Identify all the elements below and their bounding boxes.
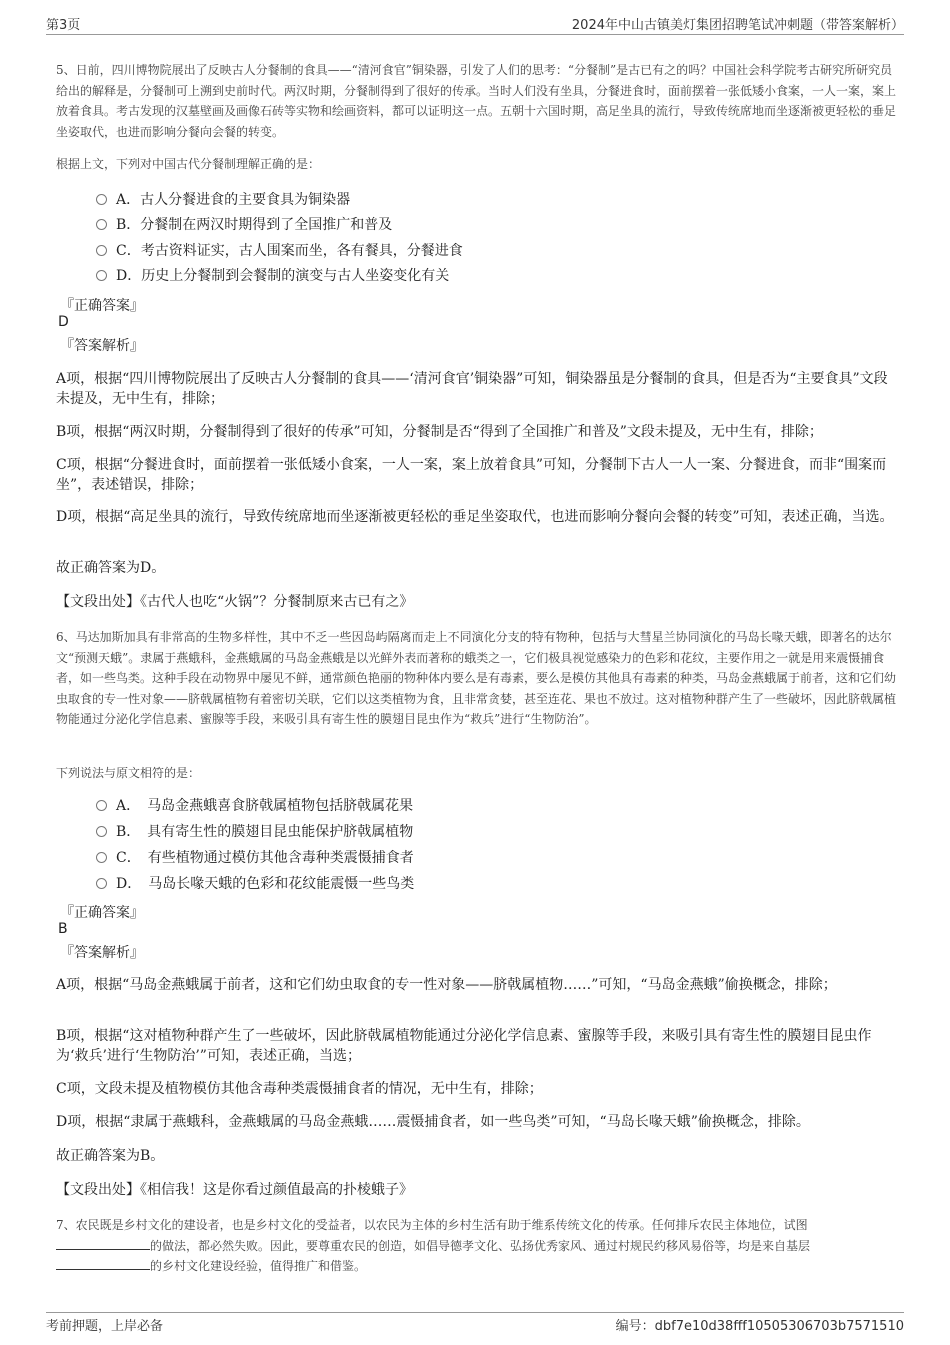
- q6-analysis-b: B项，根据“这对植物种群产生了一些破坏，因此脐戟属植物能通过分泌化学信息素、蜜腺等手段，来吸引具有寄生性的膜翅目昆虫作为‘救兵’进行‘生物防治’”可知，表述正确，当选；: [56, 1028, 872, 1064]
- fill-blank-2[interactable]: [56, 1257, 150, 1270]
- question-6-text: 6、马达加斯加具有非常高的生物多样性，其中不乏一些因岛屿隔离而走上不同演化分支的特有物种，包括与大彗星兰协同演化的马岛长喙天蛾，即著名的达尔文“预测天蛾”。隶属于燕蛾科，金燕蛾属的马岛金燕蛾是以光鲜外表而著称的蛾类之一，它们极具视觉感染力的色彩和花纹，主要作用之一就是用来震慑捕食者，如一些鸟类。这种手段在动物界中屡见不鲜，通常颜色艳丽的物种体内要么是有毒素，要么是模仿其他具有毒素的种类，马岛金燕蛾属于前者，这和它们幼虫取食的专一性对象——脐戟属植物有着密切关联，它们以这类植物为食，且非常贪婪，甚至连花、果也不放过。这对植物种群产生了一些破坏，因此脐戟属植物能通过分泌化学信息素、蜜腺等手段，来吸引具有寄生性的膜翅目昆虫作为“救兵”进行“生物防治”。: [56, 630, 897, 726]
- document-code: 编号：dbf7e10d38fff10505306703b7571510: [615, 1319, 904, 1334]
- page-header: [46, 14, 904, 35]
- q6-conclusion: 故正确答案为B。: [56, 1148, 165, 1164]
- radio-icon[interactable]: [96, 852, 107, 863]
- q5-option-a-text: A．古人分餐进食的主要食具为铜染器: [116, 192, 351, 208]
- q5-option-c-text: C．考古资料证实，古人围案而坐，各有餐具，分餐进食: [116, 243, 463, 259]
- q6-analysis-c: C项，文段未提及植物模仿其他含毒种类震慑捕食者的情况，无中生有，排除；: [56, 1081, 543, 1097]
- q6-analysis-label: 『答案解析』: [60, 945, 144, 961]
- radio-icon[interactable]: [96, 826, 107, 837]
- q5-option-d[interactable]: [96, 266, 449, 286]
- q7-text-part3: 的乡村文化建设经验，值得推广和借鉴。: [150, 1259, 367, 1273]
- q5-analysis-d: D项，根据“高足坐具的流行，导致传统席地而坐逐渐被更轻松的垂足坐姿取代，也进而影响分餐向会餐的转变”可知，表述正确，当选。: [56, 509, 894, 525]
- q5-source: 【文段出处】《古代人也吃“火锅”？分餐制原来古已有之》: [56, 594, 414, 610]
- q6-analysis-d: D项，根据“隶属于燕蛾科，金燕蛾属的马岛金燕蛾……震慑捕食者，如一些鸟类”可知，“马岛长喙天蛾”偷换概念，排除。: [56, 1114, 810, 1130]
- q5-analysis-b: B项，根据“两汉时期，分餐制得到了很好的传承”可知，分餐制是否“得到了全国推广和普及”文段未提及，无中生有，排除；: [56, 424, 823, 440]
- radio-icon[interactable]: [96, 245, 107, 256]
- q7-text-part1: 7、农民既是乡村文化的建设者，也是乡村文化的受益者，以农民为主体的乡村生活有助于维系传统文化的传承。任何排斥农民主体地位，试图: [56, 1218, 808, 1232]
- q5-analysis-label: 『答案解析』: [60, 338, 144, 354]
- q5-option-b[interactable]: [96, 215, 392, 235]
- footer-slogan: 考前押题，上岸必备: [46, 1319, 164, 1334]
- q6-source: 【文段出处】《相信我！这是你看过颜值最高的扑棱蛾子》: [56, 1182, 413, 1198]
- q5-answer-label: 『正确答案』: [60, 298, 144, 314]
- fill-blank-1[interactable]: [56, 1237, 150, 1250]
- q7-text-part2: 的做法，都必然失败。因此，要尊重农民的创造，如倡导德孝文化、弘扬优秀家风、通过村规民约移风易俗等，均是来自基层: [150, 1238, 811, 1253]
- q5-option-a[interactable]: [96, 190, 350, 210]
- q6-option-a-text: A． 马岛金燕蛾喜食脐戟属植物包括脐戟属花果: [116, 798, 414, 814]
- q5-analysis-a: A项，根据“四川博物院展出了反映古人分餐制的食具——‘清河食官’铜染器”可知，铜染器虽是分餐制的食具，但是否为“主要食具”文段未提及，无中生有，排除；: [56, 371, 888, 407]
- question-7-text: [56, 1215, 896, 1277]
- q6-option-a[interactable]: [96, 796, 413, 816]
- q6-analysis-a: A项，根据“马岛金燕蛾属于前者，这和它们幼虫取食的专一性对象——脐戟属植物……”可知，“马岛金燕蛾”偷换概念，排除；: [56, 977, 837, 993]
- radio-icon[interactable]: [96, 800, 107, 811]
- question-5-text: 5、日前，四川博物院展出了反映古人分餐制的食具——“清河食官”铜染器，引发了人们的思考：“分餐制”是古已有之的吗？中国社会科学院考古研究所研究员给出的解释是，分餐制可上溯到史前时代。两汉时期，分餐制得到了很好的传承。当时人们没有坐具，分餐进食时，面前摆着一张低矮小食案，一人一案，案上放着食具。考古发现的汉墓壁画及画像石砖等实物和绘画资料，都可以证明这一点。五朝十六国时期，高足坐具的流行，导致传统席地而坐逐渐被更轻松的垂足坐姿取代，也进而影响分餐向会餐的转变。: [56, 63, 897, 139]
- q6-answer: B: [58, 921, 68, 937]
- q6-option-c[interactable]: [96, 848, 414, 868]
- radio-icon[interactable]: [96, 270, 107, 281]
- radio-icon[interactable]: [96, 878, 107, 889]
- question-6-lead: 下列说法与原文相符的是：: [56, 766, 201, 780]
- radio-icon[interactable]: [96, 194, 107, 205]
- question-5-lead: 根据上文，下列对中国古代分餐制理解正确的是：: [56, 157, 321, 171]
- q6-option-d-text: D． 马岛长喙天蛾的色彩和花纹能震慑一些鸟类: [116, 876, 415, 892]
- q5-answer: D: [58, 314, 69, 330]
- radio-icon[interactable]: [96, 219, 107, 230]
- document-title: 2024年中山古镇美灯集团招聘笔试冲刺题（带答案解析）: [571, 18, 904, 33]
- q6-option-d[interactable]: [96, 874, 414, 894]
- q6-option-b-text: B． 具有寄生性的膜翅目昆虫能保护脐戟属植物: [116, 824, 414, 840]
- q5-conclusion: 故正确答案为D。: [56, 560, 166, 576]
- q6-option-b[interactable]: [96, 822, 413, 842]
- q5-option-c[interactable]: [96, 241, 463, 261]
- q6-answer-label: 『正确答案』: [60, 905, 144, 921]
- page-footer: [46, 1312, 904, 1335]
- q6-option-c-text: C． 有些植物通过模仿其他含毒种类震慑捕食者: [116, 850, 414, 866]
- page-number: 第3页: [46, 18, 81, 33]
- q5-option-d-text: D．历史上分餐制到会餐制的演变与古人坐姿变化有关: [116, 268, 450, 284]
- q5-analysis-c: C项，根据“分餐进食时，面前摆着一张低矮小食案，一人一案，案上放着食具”可知，分餐制下古人一人一案、分餐进食，而非“围案而坐”，表述错误，排除；: [56, 457, 887, 493]
- q5-option-b-text: B．分餐制在两汉时期得到了全国推广和普及: [116, 217, 393, 233]
